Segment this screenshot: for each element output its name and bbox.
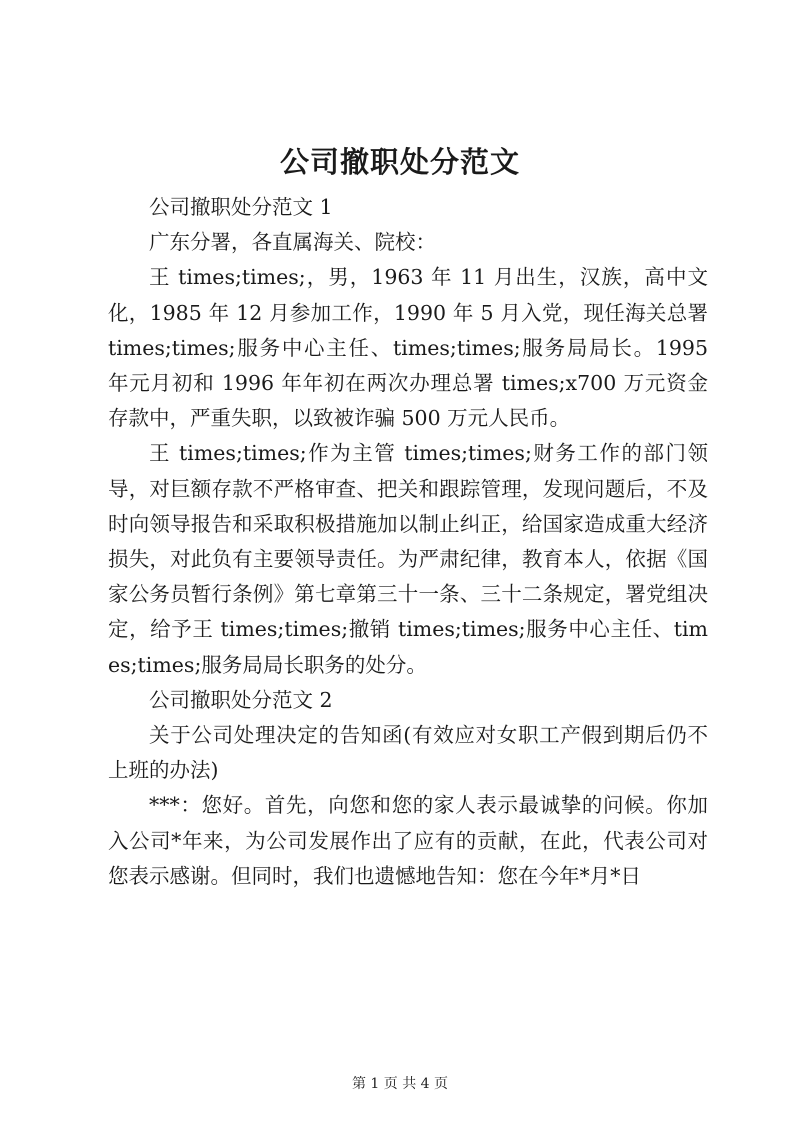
- section-heading-1: 公司撤职处分范文 1: [149, 195, 333, 219]
- document-body: [108, 190, 708, 894]
- section-heading-2: 公司撤职处分范文 2: [149, 687, 333, 712]
- letter-body: ***：您好。首先，向您和您的家人表示最诚挚的问候。你加入公司*年来，为公司发展作出了应有的贡献，在此，代表公司对您表示感谢。但同时，我们也遗憾地告知：您在今年*月*日: [108, 793, 708, 888]
- salutation: 广东分署，各直属海关、院校：: [149, 230, 436, 255]
- paragraph-decision: 王 times;times;作为主管 times;times;财务工作的部门领导，对巨额存款不严格审查、把关和跟踪管理，发现问题后，不及时向领导报告和采取积极措施加以制止纠正，给国家造成重大经济损失，对此负有主要领导责任。为严肃纪律，教育本人，依据《国家公务员暂行条例》第七章第三十一条、三十二条规定，署党组决定，给予王 times;times;撤销 times;times;服务中心主任、times;times;服务局局长职务的处分。: [108, 441, 708, 677]
- document-title: 公司撤职处分范文: [279, 145, 520, 179]
- letter-subject: 关于公司处理决定的告知函(有效应对女职工产假到期后仍不上班的办法): [108, 723, 708, 783]
- page-footer: 第 1 页 共 4 页: [351, 1076, 449, 1092]
- paragraph-background: 王 times;times;，男，1963 年 11 月出生，汉族，高中文化，1985 年 12 月参加工作，1990 年 5 月入党，现任海关总署 times;times;服务中心主任、times;times;服务局局长。1995 年元月初和 1996 年年初在两次办理总署 times;x700 万元资金存款中，严重失职，以致被诈骗 500 万元人民币。: [108, 265, 708, 431]
